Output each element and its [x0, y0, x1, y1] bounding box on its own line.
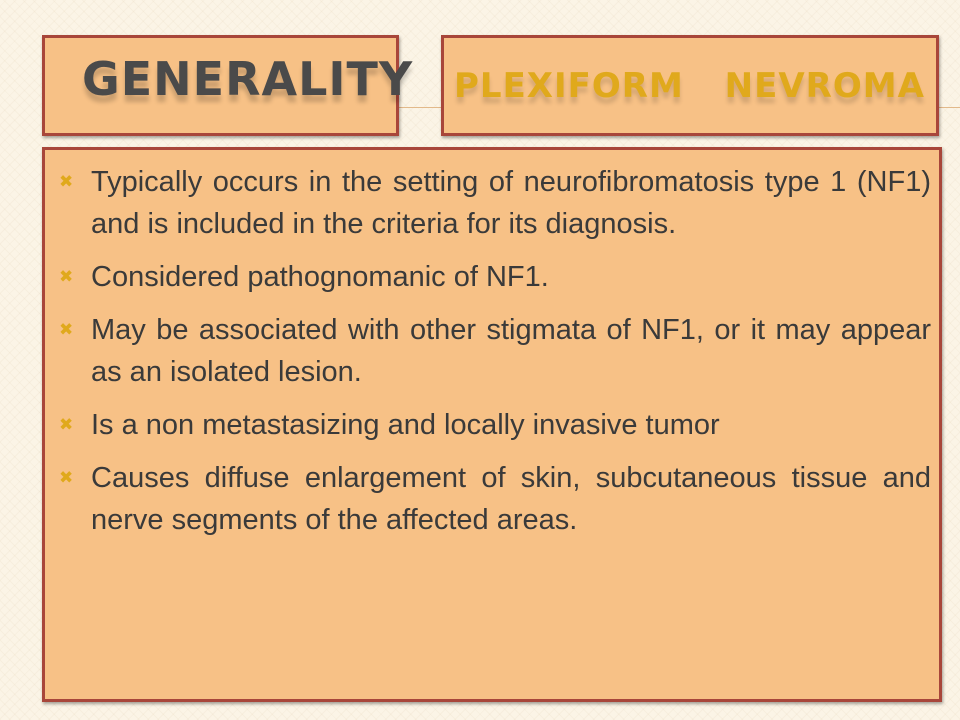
cross-bullet-icon: ✖ [59, 320, 74, 339]
bullet-item [45, 404, 931, 446]
title-box-topic [441, 35, 939, 136]
cross-bullet-icon: ✖ [59, 267, 74, 286]
bullet-text: Causes diffuse enlargement of skin, subcutaneous tissue and nerve segments of the affected areas. [91, 462, 931, 536]
cross-bullet-icon: ✖ [59, 468, 74, 487]
cross-bullet-icon: ✖ [59, 172, 74, 191]
bullet-item [45, 161, 931, 245]
slide-subtitle: PLEXIFORM NEVROMA [454, 66, 925, 106]
bullet-text: May be associated with other stigmata of NF1, or it may appear as an isolated lesion. [91, 314, 931, 388]
cross-bullet-icon: ✖ [59, 415, 74, 434]
bullet-item [45, 309, 931, 393]
slide-title: GENERALITY [82, 52, 414, 106]
bullet-text: Considered pathognomanic of NF1. [91, 261, 549, 293]
content-box [42, 147, 942, 702]
bullet-item [45, 457, 931, 541]
bullet-item [45, 256, 931, 298]
bullet-text: Typically occurs in the setting of neurofibromatosis type 1 (NF1) and is included in the criteria for its diagnosis. [91, 166, 931, 240]
bullet-text: Is a non metastasizing and locally invasive tumor [91, 409, 720, 441]
bullet-list [45, 150, 939, 541]
title-box-generality [42, 35, 414, 136]
